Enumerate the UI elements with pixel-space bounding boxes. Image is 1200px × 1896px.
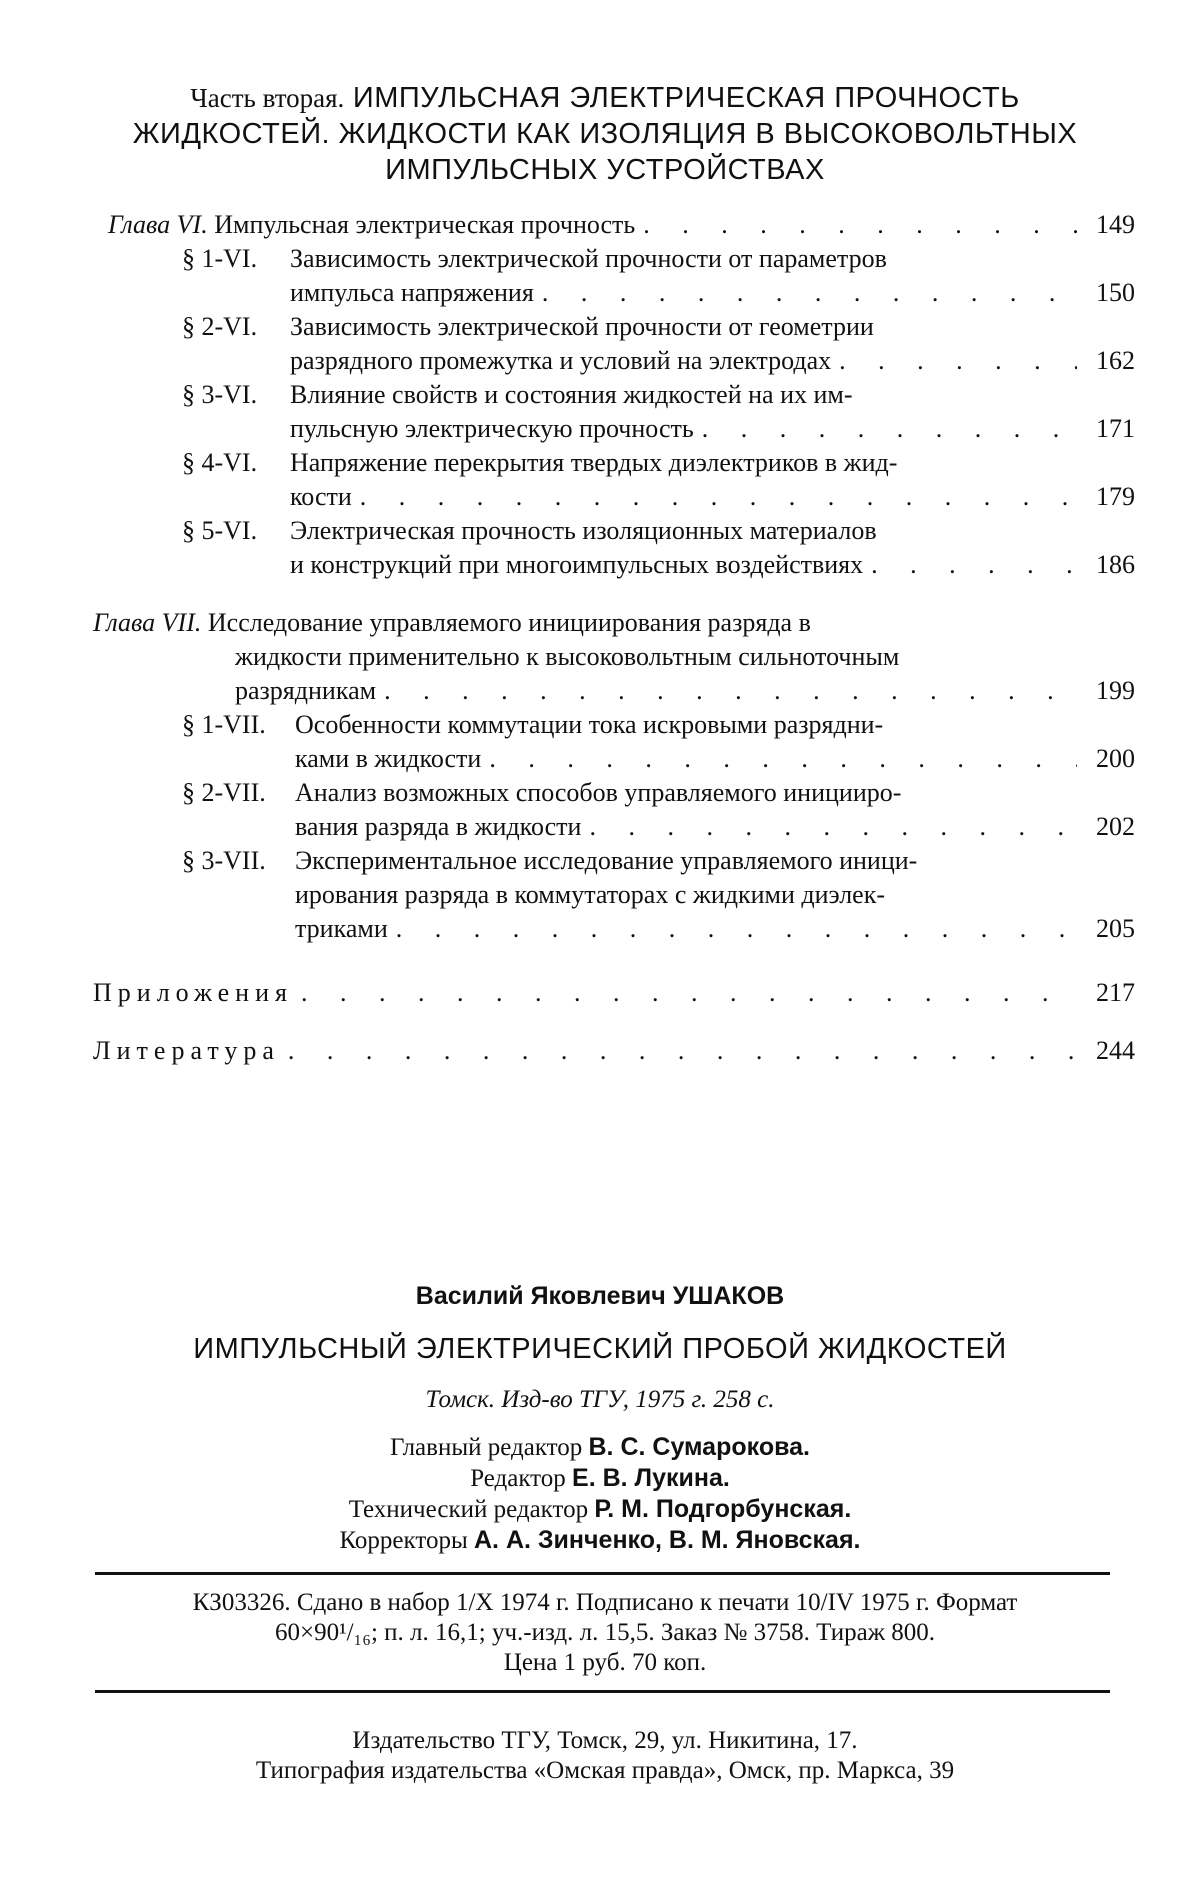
chapter-6-prefix: Глава VI. [108,210,208,239]
divider-rule [95,1690,1110,1693]
page-number: 149 [1096,210,1135,239]
divider-rule [95,1572,1110,1575]
chief-editor-name: В. С. Сумарокова. [588,1433,810,1461]
section-2-7-line2: вания разряда в жидкости [295,812,582,841]
page-number: 205 [1096,914,1135,943]
section-3-6-line2: пульсную электрическую прочность [290,414,694,443]
tech-editor-name: Р. М. Подгорбунская. [594,1495,852,1523]
chapter-7-heading[interactable] [93,606,811,640]
part-title-line2: ЖИДКОСТЕЙ. ЖИДКОСТИ КАК ИЗОЛЯЦИЯ В ВЫСОКОВОЛЬТНЫХ [132,118,1078,150]
section-number: § 4-VI. [182,448,258,477]
page-number: 200 [1096,744,1135,773]
section-1-7-line2: ками в жидкости [295,744,482,773]
section-number: § 3-VII. [182,846,266,875]
pubdata-line2: 60×90¹/₁₆; п. л. 16,1; уч.-изд. л. 15,5. Заказ № 3758. Тираж 800. [275,1619,935,1646]
publication-data [90,1588,1120,1678]
tech-editor-line [0,1494,1200,1525]
chapter-7-title-line2[interactable]: жидкости применительно к высоковольтным сильноточным [235,642,900,671]
editor-line [0,1463,1200,1494]
colophon [0,1282,1200,1556]
chapter-7-title-line1: Исследование управляемого инициирования разряда в [207,608,811,637]
publisher-info [90,1726,1120,1786]
part-title-line1: ИМПУЛЬСНАЯ ЭЛЕКТРИЧЕСКАЯ ПРОЧНОСТЬ [352,82,1020,114]
section-4-6-line2: кости [290,482,352,511]
chief-editor-line [0,1432,1200,1463]
page-number: 186 [1096,550,1135,579]
section-2-7-line1[interactable]: Анализ возможных способов управляемого иницииро- [295,778,902,807]
toc-section-2-7[interactable] [295,810,1135,844]
toc-section-1-6[interactable] [290,276,1135,310]
section-number: § 5-VI. [182,516,258,545]
publisher-line2: Типография издательства «Омская правда», Омск, пр. Маркса, 39 [255,1757,955,1784]
section-number: § 2-VII. [182,778,266,807]
dot-leader [839,344,1077,378]
part-heading [90,80,1120,188]
dot-leader [643,208,1077,242]
section-2-6-line2: разрядного промежутка и условий на электродах [290,346,832,375]
toc-section-3-7[interactable] [295,912,1135,946]
page-number: 171 [1096,414,1135,443]
chief-editor-role: Главный редактор [390,1434,583,1461]
dot-leader [589,810,1077,844]
toc-appendix[interactable] [93,976,1135,1010]
page-number: 150 [1096,278,1135,307]
proofreaders-names: А. А. Зинченко, В. М. Яновская. [474,1526,861,1554]
section-3-6-line1[interactable]: Влияние свойств и состояния жидкостей на их им- [290,380,853,409]
section-4-6-line1[interactable]: Напряжение перекрытия твердых диэлектриков в жид- [290,448,898,477]
dot-leader [384,674,1077,708]
dot-leader [871,548,1077,582]
appendix-title: Приложения [93,978,293,1007]
dot-leader [301,976,1077,1010]
page-number: 162 [1096,346,1135,375]
book-title: ИМПУЛЬСНЫЙ ЭЛЕКТРИЧЕСКИЙ ПРОБОЙ ЖИДКОСТЕЙ [193,1333,1007,1365]
pubdata-line3: Цена 1 руб. 70 коп. [503,1649,707,1676]
page-number: 202 [1096,812,1135,841]
proofreaders-role: Корректоры [339,1527,468,1554]
section-number: § 3-VI. [182,380,258,409]
section-1-6-line2: импульса напряжения [290,278,534,307]
publisher-line1: Издательство ТГУ, Томск, 29, ул. Никитина, 17. [352,1727,858,1754]
dot-leader [288,1034,1077,1068]
pubdata-line1: КЗ03326. Сдано в набор 1/X 1974 г. Подписано к печати 10/IV 1975 г. Формат [192,1589,1018,1616]
toc-literature[interactable] [93,1034,1135,1068]
dot-leader [702,412,1077,446]
toc-section-4-6[interactable] [290,480,1135,514]
author-name: Василий Яковлевич УШАКОВ [415,1282,785,1310]
toc-chapter-7[interactable] [235,674,1135,708]
editorial-staff [0,1432,1200,1556]
toc-chapter-6[interactable] [108,208,1135,242]
dot-leader [489,742,1077,776]
section-number: § 2-VI. [182,312,258,341]
section-3-7-line1[interactable]: Экспериментальное исследование управляемого иници- [295,846,918,875]
section-5-6-line2: и конструкций при многоимпульсных воздействиях [290,550,864,579]
page-number: 179 [1096,482,1135,511]
chapter-6-title: Импульсная электрическая прочность [214,210,636,239]
toc-section-5-6[interactable] [290,548,1135,582]
section-2-6-line1[interactable]: Зависимость электрической прочности от геометрии [290,312,874,341]
dot-leader [396,912,1077,946]
chapter-7-title-line3: разрядникам [235,676,377,705]
dot-leader [542,276,1077,310]
section-number: § 1-VI. [182,244,258,273]
page-number: 217 [1096,978,1135,1007]
dot-leader [360,480,1077,514]
toc-section-2-6[interactable] [290,344,1135,378]
section-1-6-line1[interactable]: Зависимость электрической прочности от параметров [290,244,887,273]
toc-section-1-7[interactable] [295,742,1135,776]
chapter-7-prefix: Глава VII. [93,608,202,637]
part-title-line3: ИМПУЛЬСНЫХ УСТРОЙСТВАХ [385,154,825,186]
part-lead: Часть вторая. [190,83,345,113]
editor-name: Е. В. Лукина. [572,1464,730,1492]
editor-role: Редактор [470,1465,566,1492]
toc-section-3-6[interactable] [290,412,1135,446]
section-3-7-line3: триками [295,914,388,943]
literature-title: Литература [93,1036,280,1065]
section-5-6-line1[interactable]: Электрическая прочность изоляционных материалов [290,516,877,545]
proofreaders-line [0,1525,1200,1556]
section-number: § 1-VII. [182,710,266,739]
imprint: Томск. Изд-во ТГУ, 1975 г. 258 с. [425,1386,775,1413]
section-3-7-line2[interactable]: ирования разряда в коммутаторах с жидкими диэлек- [295,880,886,909]
tech-editor-role: Технический редактор [348,1496,589,1523]
page-number: 244 [1096,1036,1135,1065]
section-1-7-line1[interactable]: Особенности коммутации тока искровыми разрядни- [295,710,884,739]
page-number: 199 [1096,676,1135,705]
